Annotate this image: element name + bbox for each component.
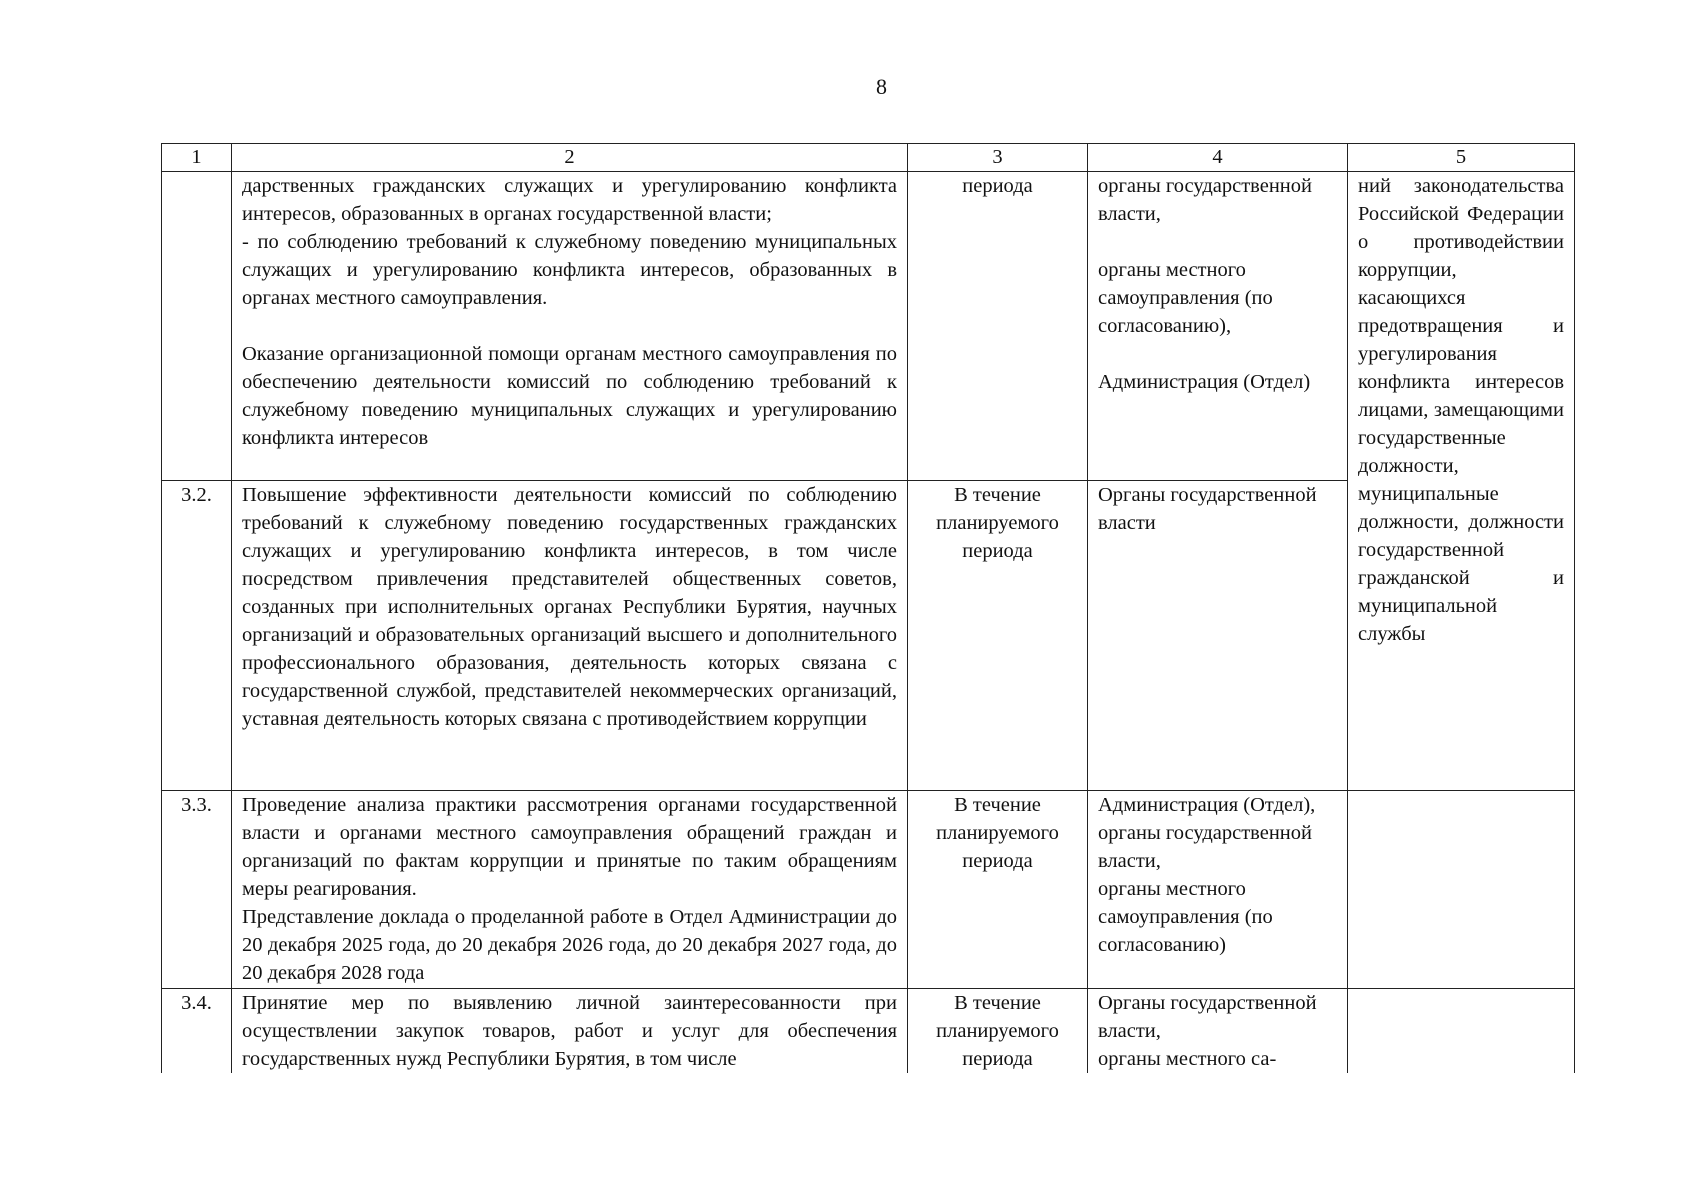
measure-paragraph: Повышение эффективности деятельности комиссий по соблюдению требований к служебному поведению государственных гражданских служащих и урегулированию конфликта интересов, в том числе посредством привлечения представителей общественных советов, созданных при исполнительных органах Республики Бурятия, научных организаций и образовательных организаций высшего и дополнительного профессионального образования, деятельность которых связана с государственной службой, представителей некоммерческих организаций, уставная деятельность которых связана с противодействием коррупции [242, 484, 897, 730]
column-header-5: 5 [1348, 144, 1575, 172]
table-header-row [162, 144, 1575, 172]
executor-cell [1088, 989, 1348, 1074]
term-cell: периода [908, 172, 1088, 481]
executor-line: Администрация (Отдел) [1098, 371, 1311, 393]
measure-cell [232, 791, 908, 989]
measure-paragraph: дарственных гражданских служащих и урегулированию конфликта интересов, образованных в органах государственной власти; [242, 175, 897, 225]
paragraph-gap [242, 312, 897, 340]
measure-paragraph: Принятие мер по выявлению личной заинтересованности при осуществлении закупок товаров, работ и услуг для обеспечения государственных нужд Республики Бурятия, в том числе [242, 992, 897, 1070]
measure-clip [242, 989, 897, 1073]
column-header-1: 1 [162, 144, 232, 172]
measures-table [161, 143, 1575, 1073]
table-row [162, 172, 1575, 481]
executor-cell [1088, 791, 1348, 989]
executor-cell [1088, 172, 1348, 481]
executor-line: Органы государственной власти [1098, 484, 1317, 534]
row-number: 3.3. [162, 791, 232, 989]
paragraph-gap [1098, 340, 1337, 368]
term-cell: В течение планируемого периода [908, 481, 1088, 791]
column-header-3: 3 [908, 144, 1088, 172]
executor-line: органы государственной власти, [1098, 175, 1312, 225]
measure-paragraph: Оказание организационной помощи органам местного самоуправления по обеспечению деятельности комиссий по соблюдению требований к служебному поведению муниципальных служащих и урегулированию конфликта интересов [242, 343, 897, 449]
result-cell [1348, 989, 1575, 1074]
executor-line: органы местного самоуправления (по согласованию), [1098, 259, 1273, 337]
executor-line: органы местного са- [1098, 1048, 1277, 1070]
row-number [162, 172, 232, 481]
paragraph-gap [1098, 228, 1337, 256]
executor-clip [1098, 989, 1337, 1073]
executor-line: Администрация (Отдел), [1098, 794, 1316, 816]
result-cell [1348, 791, 1575, 989]
executor-line: органы местного самоуправления (по согласованию) [1098, 878, 1273, 956]
result-text: ний законодательства Российской Федерации о противодействии коррупции, касающихся предотвращения и урегулирования конфликта интересов лицами, замещающими государственные должности, муниципальные должности, должности государственной гражданской и муниципальной службы [1358, 175, 1564, 645]
row-number [162, 989, 232, 1074]
table-row [162, 791, 1575, 989]
measure-cell [232, 172, 908, 481]
result-clip [1358, 989, 1564, 1073]
measure-paragraph: - по соблюдению требований к служебному поведению муниципальных служащих и урегулированию конфликта интересов, образованных в органах местного самоуправления. [242, 231, 897, 309]
executor-line: Органы государственной власти, [1098, 992, 1317, 1042]
table-row [162, 989, 1575, 1074]
row-number-text: 3.4. [181, 992, 212, 1014]
term-cell [908, 989, 1088, 1074]
executor-line: органы государственной власти, [1098, 822, 1312, 872]
row-number: 3.2. [162, 481, 232, 791]
term-cell: В течение планируемого периода [908, 791, 1088, 989]
page-number: 8 [876, 74, 887, 99]
term-text: В течение планируемого периода [936, 992, 1059, 1070]
measure-cell [232, 481, 908, 791]
executor-cell [1088, 481, 1348, 791]
measure-paragraph: Проведение анализа практики рассмотрения органами государственной власти и органами местного самоуправления обращений граждан и организаций по фактам коррупции и принятые по таким обращениям меры реагирования. [242, 794, 897, 900]
measure-paragraph: Представление доклада о проделанной работе в Отдел Администрации до 20 декабря 2025 года, до 20 декабря 2026 года, до 20 декабря 2027 года, до 20 декабря 2028 года [242, 906, 897, 984]
column-header-4: 4 [1088, 144, 1348, 172]
column-header-2: 2 [232, 144, 908, 172]
measure-cell [232, 989, 908, 1074]
result-cell [1348, 172, 1575, 791]
